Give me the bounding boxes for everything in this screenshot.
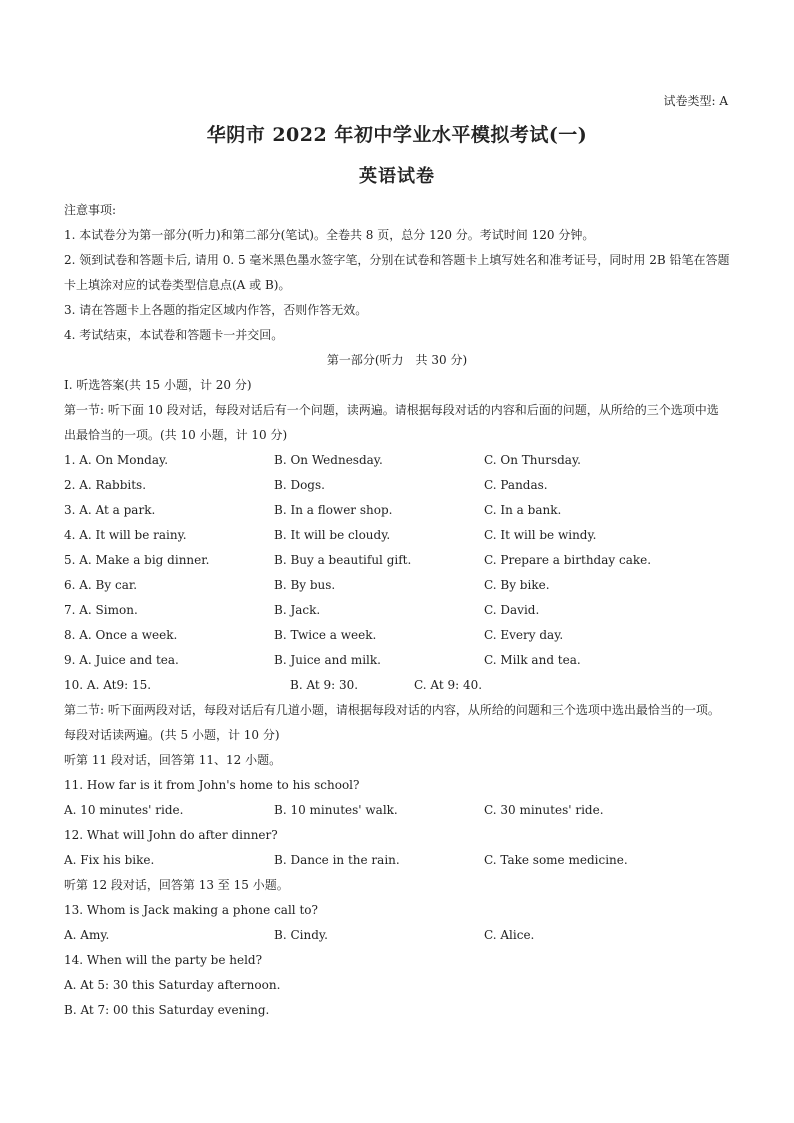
option-b: B. Dogs. (274, 478, 325, 492)
question-row (64, 473, 730, 498)
question-row (64, 523, 730, 548)
option-a: 1. A. On Monday. (64, 453, 169, 467)
option-b: B. In a flower shop. (274, 503, 393, 517)
exam-body (64, 198, 730, 1023)
question-row (64, 498, 730, 523)
question-row (64, 573, 730, 598)
option-b: B. On Wednesday. (274, 453, 383, 467)
option-b: B. At 9: 30. (290, 678, 359, 692)
exam-title: 华阴市 2022 年初中学业水平模拟考试(一) (206, 124, 588, 146)
question-row (64, 648, 730, 673)
option-b: B. 10 minutes' walk. (274, 803, 398, 817)
option-a: 7. A. Simon. (64, 603, 138, 617)
option-b: B. Dance in the rain. (274, 853, 400, 867)
option-a: 9. A. Juice and tea. (64, 653, 179, 667)
option-a: 4. A. It will be rainy. (64, 528, 187, 542)
option-b: B. Twice a week. (274, 628, 377, 642)
question-row (64, 848, 730, 873)
option-c: C. David. (484, 603, 540, 617)
option-c: C. In a bank. (484, 503, 562, 517)
question-stem: 11. How far is it from John's home to his school? (64, 778, 360, 792)
exam-subtitle: 英语试卷 (359, 166, 435, 187)
option-c: C. Pandas. (484, 478, 548, 492)
option-a: 2. A. Rabbits. (64, 478, 147, 492)
question-stem: 13. Whom is Jack making a phone call to? (64, 903, 318, 917)
option-b: B. It will be cloudy. (274, 528, 391, 542)
option-b: B. At 7: 00 this Saturday evening. (64, 1003, 270, 1017)
option-b: B. By bus. (274, 578, 336, 592)
option-c: C. It will be windy. (484, 528, 597, 542)
option-c: C. Prepare a birthday cake. (484, 553, 652, 567)
part1-heading: 第一部分(听力 共 30 分) (326, 353, 468, 367)
option-c: C. 30 minutes' ride. (484, 803, 604, 817)
question-row (64, 673, 730, 698)
option-b: B. Buy a beautiful gift. (274, 553, 412, 567)
note-item: 3. 请在答题卡上各题的指定区域内作答，否则作答无效。 (64, 303, 368, 317)
option-c: C. Every day. (484, 628, 564, 642)
note-item: 4. 考试结束，本试卷和答题卡一并交回。 (64, 328, 284, 342)
option-b: B. Jack. (274, 603, 321, 617)
section-heading: I. 听选答案(共 15 小题，计 20 分) (64, 378, 252, 392)
option-c: C. Take some medicine. (484, 853, 628, 867)
question-row (64, 623, 730, 648)
option-b: B. Cindy. (274, 928, 328, 942)
question-row (64, 598, 730, 623)
option-a: A. Amy. (64, 928, 110, 942)
question-row (64, 923, 730, 948)
option-a: 6. A. By car. (64, 578, 138, 592)
notes-heading: 注意事项: (64, 203, 117, 217)
option-a: A. 10 minutes' ride. (64, 803, 184, 817)
option-a: A. Fix his bike. (64, 853, 155, 867)
option-c: C. On Thursday. (484, 453, 581, 467)
note-item: 2. 领到试卷和答题卡后, 请用 0. 5 毫米黑色墨水签字笔，分别在试卷和答题卡上填写姓名和准考证号，同时用 2B 铅笔在答题卡上填涂对应的试卷类型信息点(A 或 B)。 (64, 253, 730, 292)
option-c: C. By bike. (484, 578, 550, 592)
option-c: C. At 9: 40. (414, 678, 483, 692)
section2-instruction: 第二节: 听下面两段对话，每段对话后有几道小题，请根据每段对话的内容，从所给的问题和三个选项中选出最恰当的一项。每段对话读两遍。(共 5 小题，计 10 分) (64, 703, 720, 742)
question-row (64, 548, 730, 573)
option-a: A. At 5: 30 this Saturday afternoon. (64, 978, 281, 992)
option-c: C. Alice. (484, 928, 535, 942)
question-row (64, 798, 730, 823)
option-b: B. Juice and milk. (274, 653, 381, 667)
note-item: 1. 本试卷分为第一部分(听力)和第二部分(笔试)。全卷共 8 页，总分 120 分。考试时间 120 分钟。 (64, 228, 595, 242)
option-c: C. Milk and tea. (484, 653, 581, 667)
option-a: 10. A. At9: 15. (64, 678, 152, 692)
dialog-heading: 听第 12 段对话，回答第 13 至 15 小题。 (64, 878, 289, 892)
question-stem: 12. What will John do after dinner? (64, 828, 278, 842)
question-row (64, 448, 730, 473)
option-a: 5. A. Make a big dinner. (64, 553, 210, 567)
paper-type-label: 试卷类型: A (663, 94, 728, 108)
option-a: 8. A. Once a week. (64, 628, 178, 642)
section1-instruction: 第一节: 听下面 10 段对话，每段对话后有一个问题，读两遍。请根据每段对话的内容和后面的问题，从所给的三个选项中选出最恰当的一项。(共 10 小题，计 10 分) (64, 403, 719, 442)
question-stem: 14. When will the party be held? (64, 953, 263, 967)
option-a: 3. A. At a park. (64, 503, 156, 517)
dialog-heading: 听第 11 段对话，回答第 11、12 小题。 (64, 753, 282, 767)
